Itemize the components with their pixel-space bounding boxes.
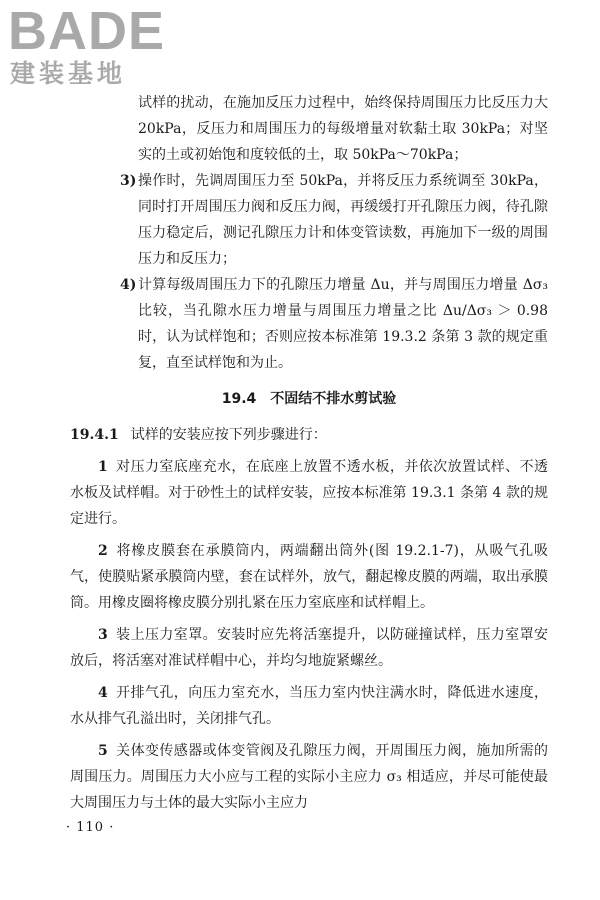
list-item-text: 计算每级周围压力下的孔隙压力增量 Δu，并与周围压力增量 Δσ₃ 比较，当孔隙水压力增量与周围压力增量之比 Δu/Δσ₃ ＞ 0.98 时，认为试样饱和；否则应按本标准第 19.3.2 条第 3 款的规定重复，直至试样饱和为止。 [138,277,548,371]
list-item-number: 4) [120,277,137,293]
list-item-text: 操作时，先调周围压力至 50kPa，并将反压力系统调至 30kPa，同时打开周围压力阀和反压力阀，再缓缓打开孔隙压力阀，待孔隙压力稳定后，测记孔隙压力计和体变管读数，再施加下一级的周围压力和反压力； [138,173,548,267]
step-paragraph [70,680,548,732]
section-heading [70,386,548,412]
clause-text: 试样的安装应按下列步骤进行： [130,427,327,443]
step-paragraph [70,622,548,674]
step-text: 装上压力室罩。安装时应先将活塞提升，以防碰撞试样，压力室罩安放后，将活塞对准试样帽中心，并均匀地旋紧螺丝。 [70,627,548,669]
step-text: 开排气孔，向压力室充水，当压力室内快注满水时，降低进水速度，水从排气孔溢出时，关闭排气孔。 [70,685,548,727]
step-paragraph [70,738,548,816]
section-title: 不固结不排水剪试验 [270,391,397,407]
logo-mark: BADE [8,1,166,61]
list-item-number: 3) [120,173,137,189]
continuation-paragraph: 试样的扰动，在施加反压力过程中，始终保持周围压力比反压力大 20kPa，反压力和周围压力的每级增量对软黏土取 30kPa；对坚实的土或初始饱和度较低的土，取 50kPa～70kPa； [138,95,548,163]
step-number: 4 [98,685,108,701]
logo-subtitle: 建装基地 [10,59,127,88]
document-body [70,90,548,816]
bade-logo [8,1,178,88]
list-item [70,168,548,272]
clause-paragraph [70,422,548,448]
step-paragraph [70,538,548,616]
step-number: 3 [98,627,108,643]
step-text: 将橡皮膜套在承膜筒内，两端翻出筒外(图 19.2.1-7)，从吸气孔吸气，使膜贴紧承膜筒内壁，套在试样外，放气，翻起橡皮膜的两端，取出承膜筒。用橡皮圈将橡皮膜分别扎紧在压力室底座和试样帽上。 [70,543,548,611]
section-number: 19.4 [221,391,257,407]
step-number: 5 [98,743,108,759]
step-text: 关体变传感器或体变管阀及孔隙压力阀，开周围压力阀，施加所需的周围压力。周围压力大小应与工程的实际小主应力 σ₃ 相适应，并尽可能使最大周围压力与土体的最大实际小主应力 [70,743,548,811]
clause-number: 19.4.1 [70,427,119,443]
page-number: · 110 · [66,820,115,835]
list-item [70,272,548,376]
step-text: 对压力室底座充水，在底座上放置不透水板，并依次放置试样、不透水板及试样帽。对于砂性土的试样安装，应按本标准第 19.3.1 条第 4 款的规定进行。 [70,459,548,527]
step-number: 2 [98,543,108,559]
step-paragraph [70,454,548,532]
step-number: 1 [98,459,108,475]
